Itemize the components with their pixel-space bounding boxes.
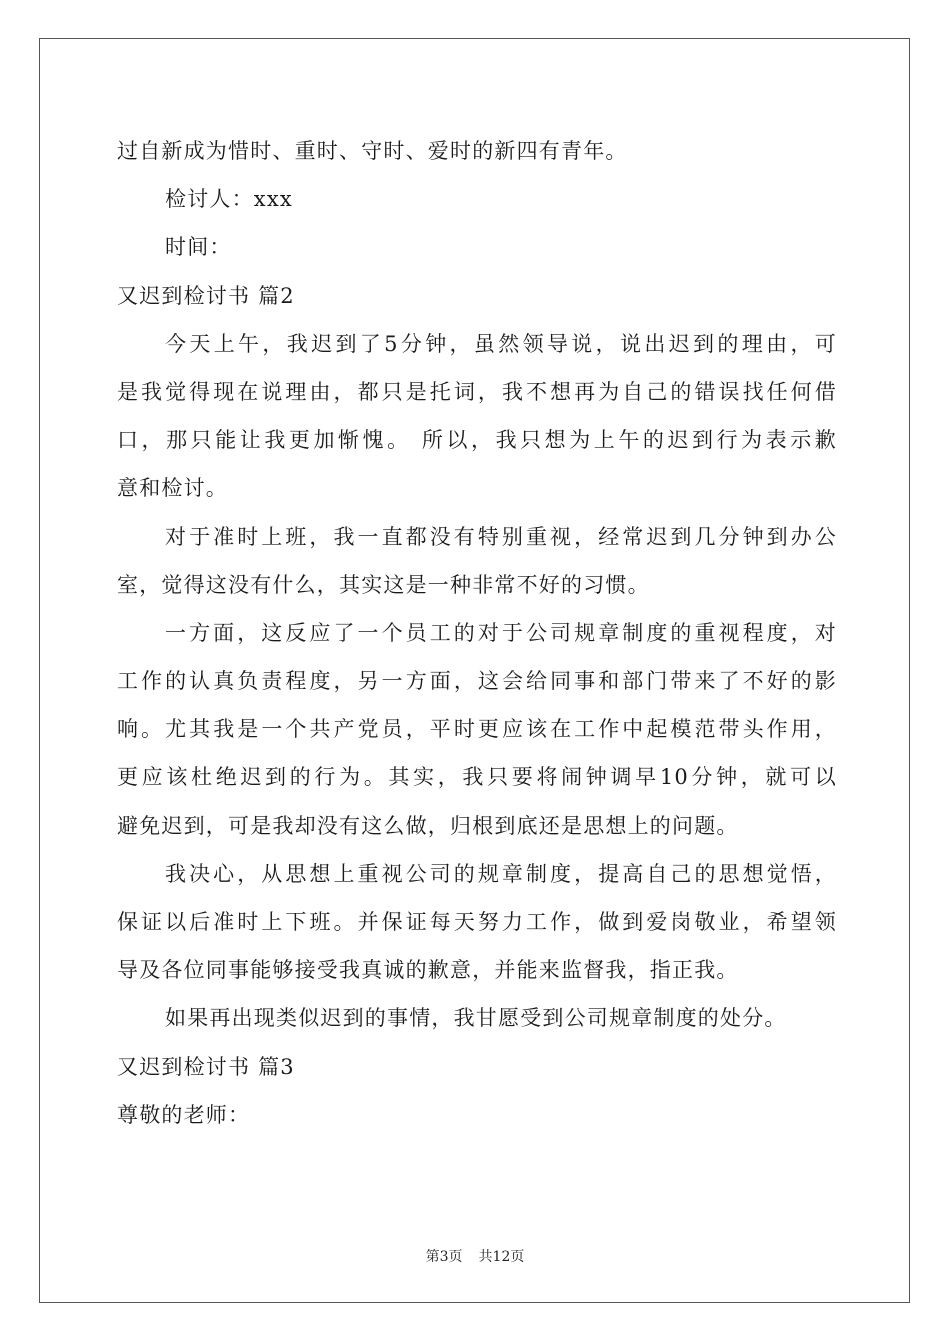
signer-line: 检讨人：xxx [165, 187, 293, 212]
text-line: 意和检讨。 [117, 476, 228, 501]
section-heading: 又迟到检讨书 篇2 [117, 283, 295, 308]
text-line: 更应该杜绝迟到的行为。其实，我只要将闹钟调早10分钟，就可以 [117, 765, 837, 790]
document-body [117, 127, 837, 1139]
page-number: 第3页 [425, 1249, 463, 1265]
salutation-line: 尊敬的老师： [117, 1102, 251, 1127]
text-line: 今天上午，我迟到了5分钟，虽然领导说，说出迟到的理由，可 [165, 331, 837, 356]
section-heading: 又迟到检讨书 篇3 [117, 1054, 295, 1079]
date-line: 时间： [165, 235, 232, 260]
text-line: 口，那只能让我更加惭愧。 所以，我只想为上午的迟到行为表示歉 [117, 428, 837, 453]
text-line: 导及各位同事能够接受我真诚的歉意，并能来监督我，指正我。 [117, 958, 739, 983]
text-line: 对于准时上班，我一直都没有特别重视，经常迟到几分钟到办公 [165, 524, 837, 549]
page-total: 共12页 [478, 1249, 525, 1265]
text-line: 室，觉得这没有什么，其实这是一种非常不好的习惯。 [117, 572, 650, 597]
page-footer [0, 1246, 950, 1266]
text-line: 如果再出现类似迟到的事情，我甘愿受到公司规章制度的处分。 [165, 1006, 787, 1031]
text-line: 响。尤其我是一个共产党员，平时更应该在工作中起模范带头作用， [117, 717, 837, 742]
text-line: 一方面，这反应了一个员工的对于公司规章制度的重视程度，对 [165, 620, 837, 645]
text-line: 我决心，从思想上重视公司的规章制度，提高自己的思想觉悟， [165, 861, 837, 886]
text-line: 避免迟到，可是我却没有这么做，归根到底还是思想上的问题。 [117, 813, 739, 838]
text-line: 过自新成为惜时、重时、守时、爱时的新四有青年。 [117, 139, 628, 163]
text-line: 是我觉得现在说理由，都只是托词，我不想再为自己的错误找任何借 [117, 379, 837, 404]
text-line: 工作的认真负责程度，另一方面，这会给同事和部门带来了不好的影 [117, 669, 837, 694]
text-line: 保证以后准时上下班。并保证每天努力工作，做到爱岗敬业，希望领 [117, 910, 837, 934]
